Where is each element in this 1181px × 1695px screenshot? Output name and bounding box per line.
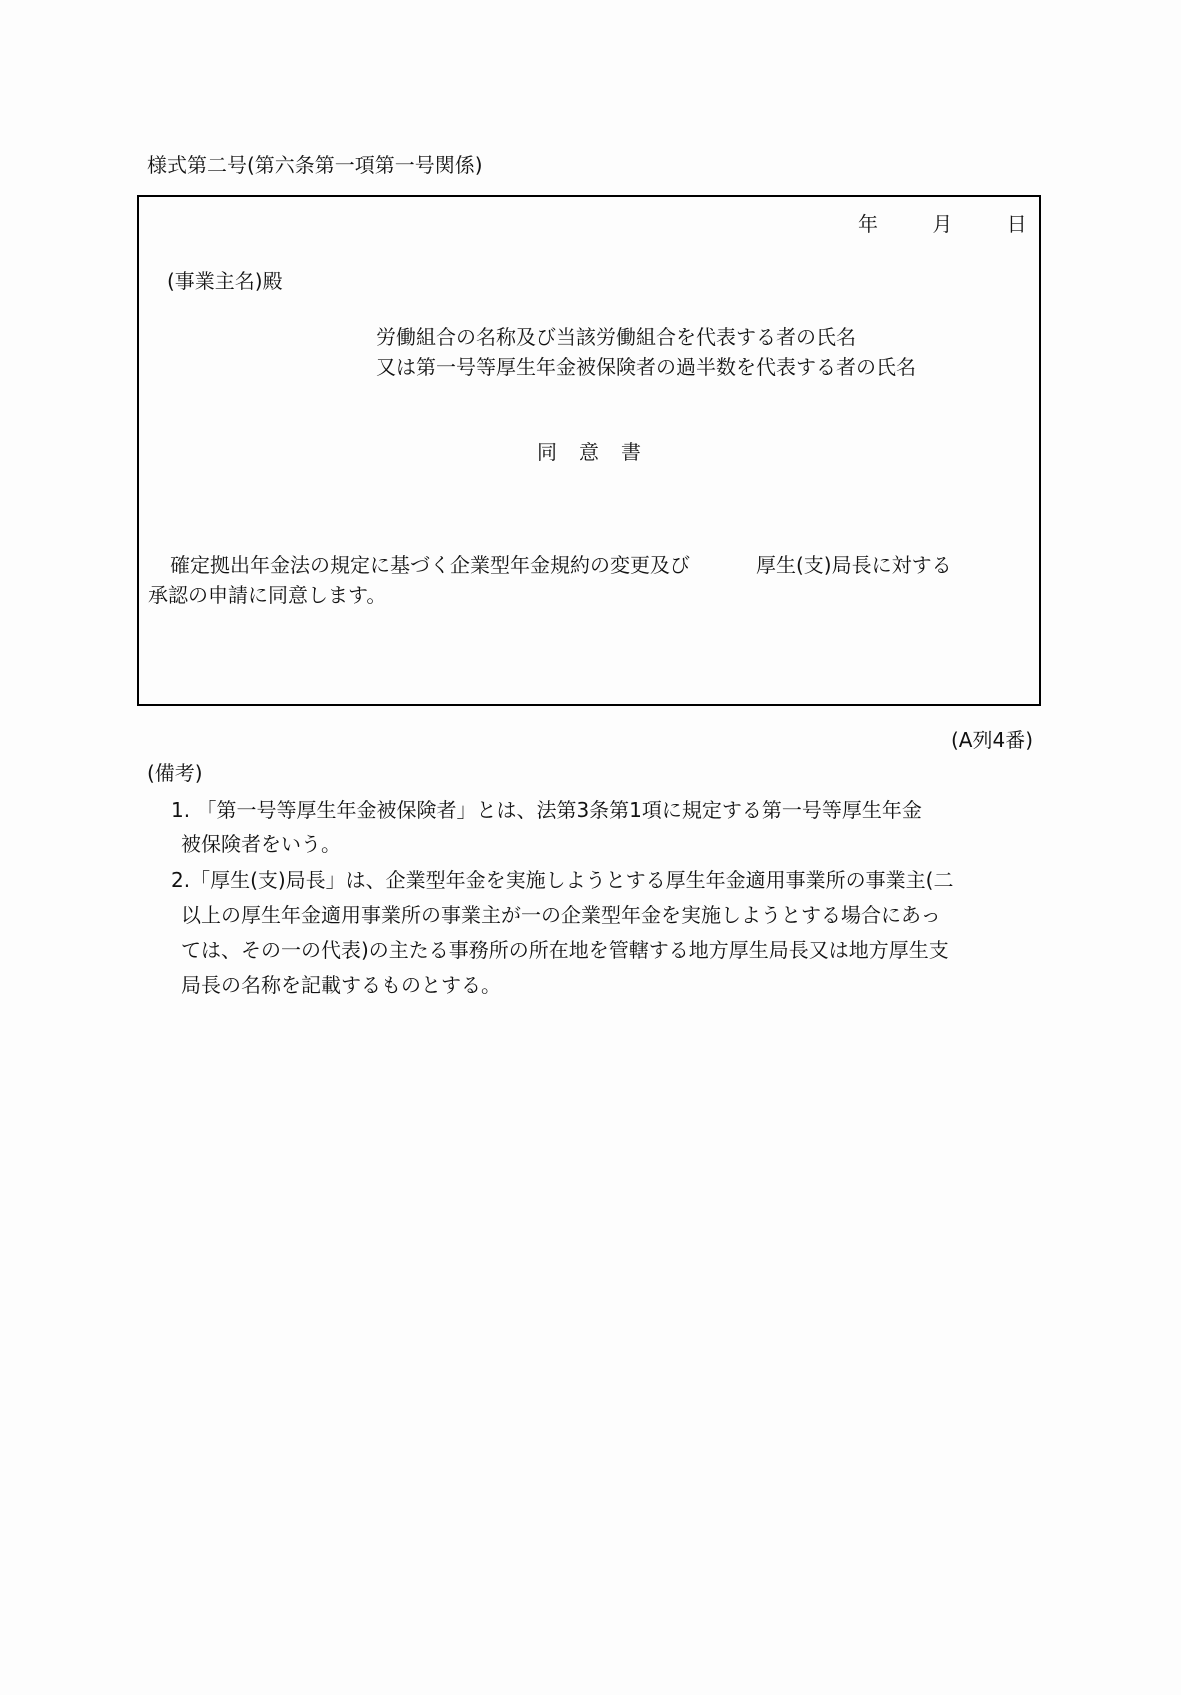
- remark-2-line-3: ては、その一の代表)の主たる事務所の所在地を管轄する地方厚生局長又は地方厚生支: [181, 938, 949, 962]
- form-label: 様式第二号(第六条第一項第一号関係): [147, 153, 483, 177]
- date-month-label: 月: [932, 212, 953, 236]
- representative-line-2: 又は第一号等厚生年金被保険者の過半数を代表する者の氏名: [376, 355, 916, 379]
- addressee: (事業主名)殿: [167, 269, 283, 293]
- consent-text-line-2: 承認の申請に同意します。: [148, 583, 387, 607]
- representative-line-1: 労働組合の名称及び当該労働組合を代表する者の氏名: [376, 325, 856, 349]
- date-day-label: 日: [1006, 212, 1027, 236]
- remark-2-line-1: 2.「厚生(支)局長」は、企業型年金を実施しようとする厚生年金適用事業所の事業主(二: [171, 868, 954, 892]
- remarks-heading: (備考): [147, 761, 203, 785]
- date-row: [858, 214, 1027, 234]
- consent-text-part-2: 厚生(支)局長に対する: [756, 553, 952, 577]
- consent-text-part-1: 確定拠出年金法の規定に基づく企業型年金規約の変更及び: [170, 553, 690, 577]
- remark-2-line-2: 以上の厚生年金適用事業所の事業主が一の企業型年金を実施しようとする場合にあっ: [181, 903, 941, 927]
- document-title: 同意書: [537, 440, 663, 464]
- date-year-label: 年: [858, 212, 878, 236]
- remark-1-line-1: 1. 「第一号等厚生年金被保険者」とは、法第3条第1項に規定する第一号等厚生年金: [171, 798, 922, 822]
- remark-1-line-2: 被保険者をいう。: [181, 832, 341, 856]
- remark-2-line-4: 局長の名称を記載するものとする。: [181, 973, 501, 997]
- consent-text-line-1: [170, 555, 952, 575]
- paper-size-note: (A列4番): [950, 728, 1033, 752]
